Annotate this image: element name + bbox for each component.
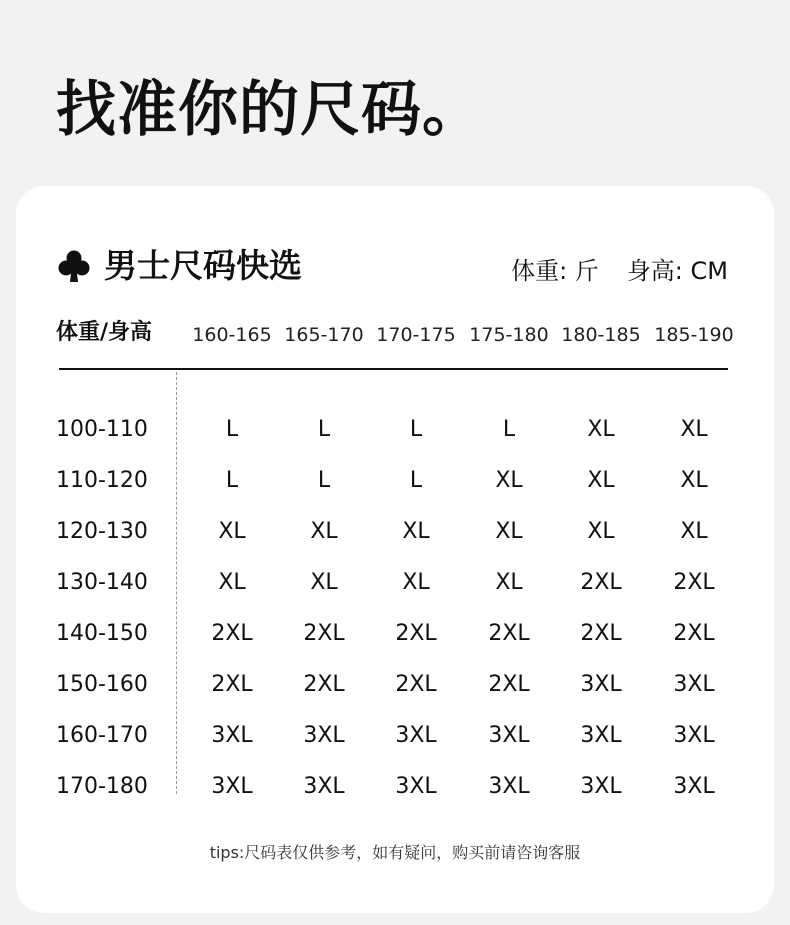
- weight-unit-label: 体重: 斤: [511, 257, 599, 285]
- column-header: 180-185: [561, 324, 641, 346]
- table-cell: 2XL: [488, 621, 530, 646]
- column-header: 170-175: [376, 324, 456, 346]
- table-header-row: [56, 314, 734, 354]
- table-cell: XL: [402, 519, 430, 544]
- table-cell: 3XL: [580, 774, 622, 799]
- table-cell: 2XL: [395, 672, 437, 697]
- table-cell: 3XL: [303, 774, 345, 799]
- table-cell: 3XL: [673, 672, 715, 697]
- table-cell: XL: [587, 468, 615, 493]
- height-unit-label: 身高: CM: [626, 257, 728, 285]
- column-header: 175-180: [469, 324, 549, 346]
- table-cell: XL: [587, 519, 615, 544]
- table-row: [56, 612, 728, 663]
- page-title: 找准你的尺码。: [56, 75, 483, 145]
- row-header: 140-150: [56, 621, 148, 646]
- table-cell: 2XL: [303, 621, 345, 646]
- row-header: 150-160: [56, 672, 148, 697]
- table-row: [56, 714, 728, 765]
- table-cell: L: [409, 468, 423, 493]
- table-cell: 3XL: [580, 723, 622, 748]
- table-cell: 3XL: [395, 774, 437, 799]
- table-cell: 2XL: [673, 570, 715, 595]
- table-cell: 2XL: [211, 621, 253, 646]
- table-cell: 3XL: [580, 672, 622, 697]
- unit-note: [511, 256, 728, 286]
- table-cell: XL: [680, 519, 708, 544]
- table-cell: 3XL: [673, 774, 715, 799]
- club-suit-icon: [58, 249, 90, 283]
- table-cell: L: [225, 417, 239, 442]
- table-cell: XL: [495, 519, 523, 544]
- table-cell: 2XL: [488, 672, 530, 697]
- table-cell: XL: [402, 570, 430, 595]
- table-cell: 3XL: [395, 723, 437, 748]
- row-header: 100-110: [56, 417, 148, 442]
- size-chart-card: [16, 186, 774, 913]
- table-cell: L: [502, 417, 516, 442]
- table-cell: XL: [310, 570, 338, 595]
- table-cell: XL: [218, 519, 246, 544]
- column-header: 165-170: [284, 324, 364, 346]
- row-header: 160-170: [56, 723, 148, 748]
- table-cell: 2XL: [580, 570, 622, 595]
- table-cell: 3XL: [488, 723, 530, 748]
- table-cell: 2XL: [673, 621, 715, 646]
- section-title: [58, 246, 302, 286]
- table-cell: 3XL: [211, 723, 253, 748]
- table-row: [56, 561, 728, 612]
- table-row: [56, 459, 728, 510]
- corner-label: 体重/身高: [56, 320, 153, 345]
- table-cell: L: [317, 468, 331, 493]
- table-cell: XL: [495, 570, 523, 595]
- column-header: 160-165: [192, 324, 272, 346]
- table-cell: XL: [495, 468, 523, 493]
- table-row: [56, 765, 728, 816]
- table-cell: 3XL: [211, 774, 253, 799]
- column-header: 185-190: [654, 324, 734, 346]
- table-cell: L: [317, 417, 331, 442]
- table-cell: 2XL: [580, 621, 622, 646]
- table-cell: 3XL: [303, 723, 345, 748]
- tips-note: tips:尺码表仅供参考，如有疑问，购买前请咨询客服: [209, 843, 581, 862]
- row-header: 170-180: [56, 774, 148, 799]
- table-cell: 2XL: [211, 672, 253, 697]
- row-header: 120-130: [56, 519, 148, 544]
- header-divider: [59, 368, 728, 370]
- row-header: 110-120: [56, 468, 148, 493]
- row-header: 130-140: [56, 570, 148, 595]
- section-title-text: 男士尺码快选: [104, 246, 302, 285]
- table-cell: XL: [310, 519, 338, 544]
- table-cell: XL: [587, 417, 615, 442]
- table-cell: L: [409, 417, 423, 442]
- table-cell: L: [225, 468, 239, 493]
- table-cell: XL: [680, 417, 708, 442]
- table-cell: XL: [680, 468, 708, 493]
- table-cell: XL: [218, 570, 246, 595]
- table-cell: 2XL: [303, 672, 345, 697]
- table-cell: 2XL: [395, 621, 437, 646]
- table-cell: 3XL: [673, 723, 715, 748]
- table-cell: 3XL: [488, 774, 530, 799]
- table-row: [56, 663, 728, 714]
- table-row: [56, 510, 728, 561]
- size-table-body: [56, 408, 728, 816]
- table-row: [56, 408, 728, 459]
